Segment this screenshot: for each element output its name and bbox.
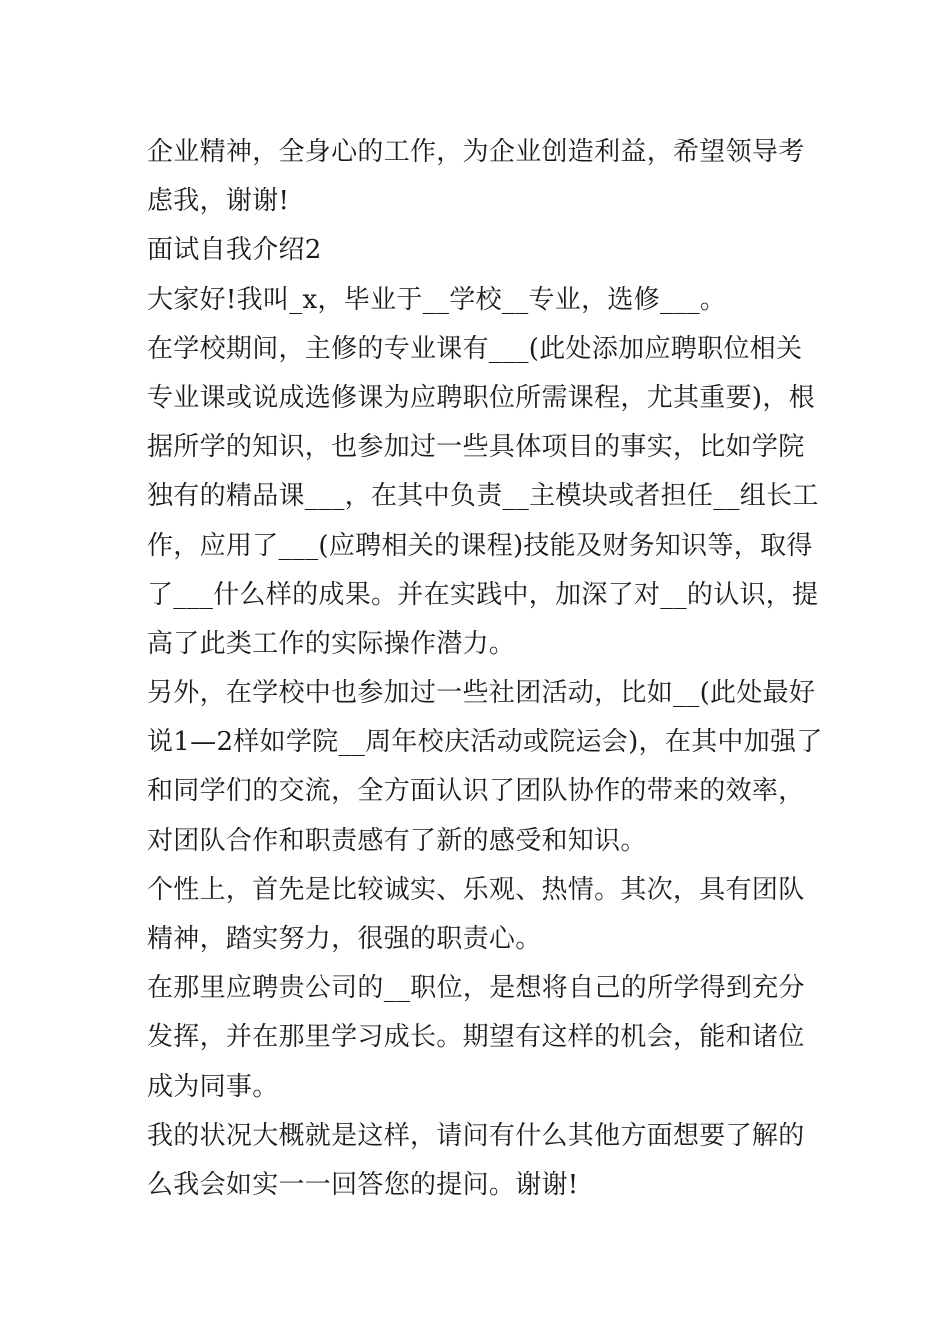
text-line: 和同学们的交流，全方面认识了团队协作的带来的效率，: [147, 776, 805, 807]
text-line: 说1—2样如学院__周年校庆活动或院运会)，在其中加强了: [147, 727, 823, 758]
text-line: 对团队合作和职责感有了新的感受和知识。: [147, 825, 647, 856]
text-line: 虑我，谢谢!: [147, 186, 290, 217]
text-line: 在那里应聘贵公司的__职位，是想将自己的所学得到充分: [147, 973, 805, 1004]
text-line: 么我会如实一一回答您的提问。谢谢!: [147, 1169, 579, 1200]
text-line: 据所学的知识，也参加过一些具体项目的事实，比如学院: [147, 432, 805, 463]
text-line: 发挥，并在那里学习成长。期望有这样的机会，能和诸位: [147, 1022, 805, 1053]
text-line: 了___什么样的成果。并在实践中，加深了对__的认识，提: [147, 579, 819, 610]
text-line: 在学校期间，主修的专业课有___(此处添加应聘职位相关: [147, 333, 803, 364]
text-line: 作，应用了___(应聘相关的课程)技能及财务知识等，取得: [147, 530, 813, 561]
text-line: 另外，在学校中也参加过一些社团活动，比如__(此处最好: [147, 678, 816, 709]
text-line: 大家好!我叫_x，毕业于__学校__专业，选修___。: [147, 284, 727, 315]
text-line: 独有的精品课___，在其中负责__主模块或者担任__组长工: [147, 481, 819, 512]
text-line: 企业精神，全身心的工作，为企业创造利益，希望领导考: [147, 137, 805, 167]
text-line: 我的状况大概就是这样，请问有什么其他方面想要了解的: [147, 1120, 805, 1151]
text-line: 高了此类工作的实际操作潜力。: [147, 628, 516, 659]
text-line: 个性上，首先是比较诚实、乐观、热情。其次，具有团队: [147, 874, 805, 905]
text-line: 专业课或说成选修课为应聘职位所需课程，尤其重要)，根: [147, 382, 815, 413]
text-line: 精神，踏实努力，很强的职责心。: [147, 924, 542, 954]
text-line: 成为同事。: [147, 1071, 279, 1102]
section-heading: 面试自我介绍2: [147, 235, 322, 266]
document-body: [147, 128, 823, 1210]
